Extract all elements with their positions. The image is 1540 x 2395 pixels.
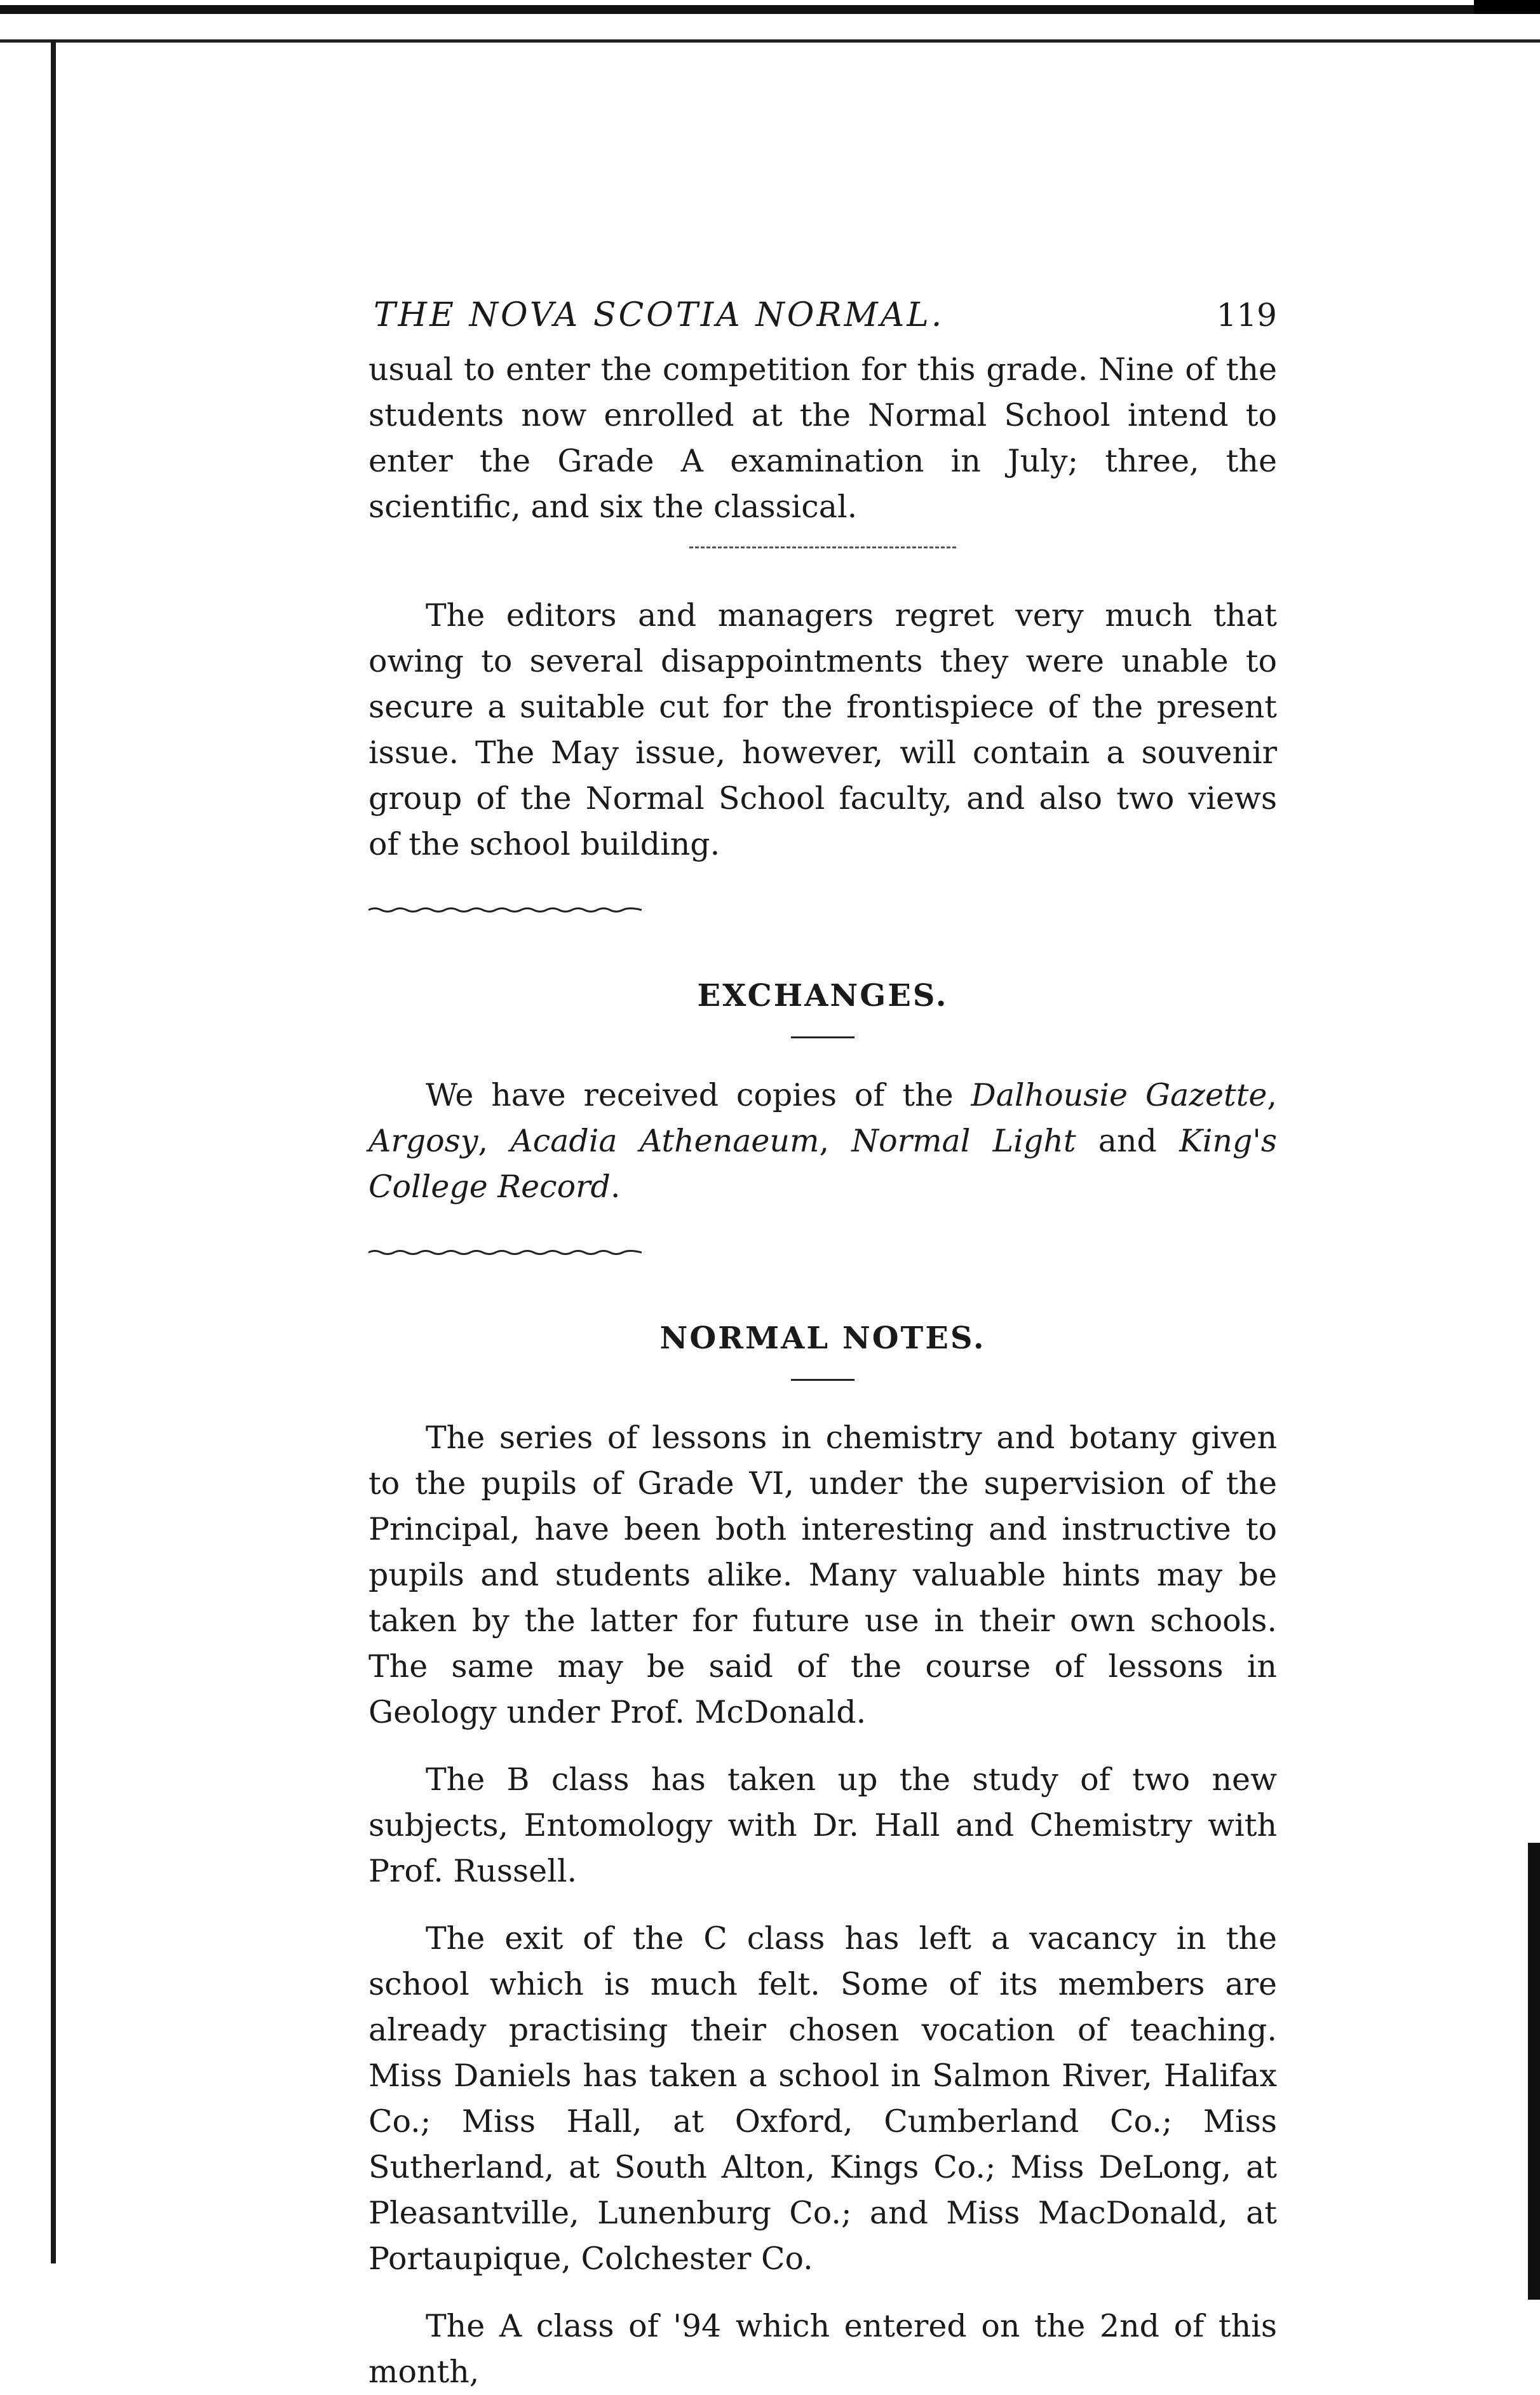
paragraph-gap (368, 1894, 1277, 1916)
wavy-separator (368, 907, 642, 913)
notes-paragraph: The exit of the C class has left a vacancy in the school which is much felt. Some of its members are already practising their chosen vocation of teaching. Miss Daniels has taken a school in Salmon River, Halifax Co.; Miss Hall, at Oxford, Cumberland Co.; Miss Sutherland, at South Alton, Kings Co.; Miss DeLong, at Pleasantville, Lunenburg Co.; and Miss MacDonald, at Portaupique, Colchester Co. (368, 1920, 1277, 2277)
exchange-separator: , (819, 1123, 852, 1159)
scan-top-line (0, 39, 1540, 43)
exchanges-end: . (610, 1169, 621, 1205)
normal-notes-heading: NORMAL NOTES. (659, 1320, 986, 1356)
page-number: 119 (1216, 297, 1277, 334)
exchange-separator: , (478, 1123, 511, 1159)
wavy-separator (368, 1249, 642, 1256)
scan-left-binding-edge (51, 39, 56, 2263)
exchange-title: King's College Record (368, 1123, 1277, 1205)
exchanges-heading: EXCHANGES. (697, 978, 949, 1014)
heading-rule (791, 1379, 854, 1381)
notes-paragraph: The series of lessons in chemistry and botany given to the pupils of Grade VI, under the supervision of the Principal, have been both interesting and instructive to pupils and students alike. Many valuable hints may be taken by the latter for future use in their own schools. The same may be said of the course of lessons in Geology under Prof. McDonald. (368, 1420, 1277, 1730)
exchange-title: Normal Light (851, 1123, 1076, 1159)
exchange-separator: and (1076, 1123, 1180, 1159)
notes-paragraph: The A class of '94 which entered on the 2nd of this month, (368, 2308, 1277, 2390)
exchange-title: Acadia Athenaeum (510, 1123, 820, 1159)
paragraph-gap (368, 2282, 1277, 2303)
exchange-separator: , (1267, 1077, 1277, 1113)
notes-paragraph: The B class has taken up the study of two new subjects, Entomology with Dr. Hall and Chemistry with Prof. Russell. (368, 1761, 1277, 1889)
page-content (368, 292, 1277, 2395)
running-title: THE NOVA SCOTIA NORMAL. (374, 296, 945, 334)
intro-paragraph: usual to enter the competition for this grade. Nine of the students now enrolled at the Normal School intend to enter the Grade A examination in July; three, the scientific, and six the classical. (368, 351, 1277, 525)
exchanges-text: We have received copies of the (426, 1077, 971, 1113)
dashed-separator (689, 546, 956, 548)
editors-paragraph: The editors and managers regret very much that owing to several disappointments they were unable to secure a suitable cut for the frontispiece of the present issue. The May issue, however, will contain a souvenir group of the Normal School faculty, and also two views of the school building. (368, 597, 1277, 862)
heading-rule (791, 1036, 854, 1038)
scan-right-edge-mark (1528, 1843, 1540, 2300)
scan-corner-mark (1474, 0, 1540, 14)
exchanges-paragraph (368, 1073, 1277, 1210)
exchange-title: Argosy (368, 1123, 478, 1159)
running-header (368, 292, 1277, 338)
exchange-title: Dalhousie Gazette (971, 1077, 1267, 1113)
paragraph-gap (368, 1735, 1277, 1757)
scan-top-edge (0, 0, 1540, 17)
